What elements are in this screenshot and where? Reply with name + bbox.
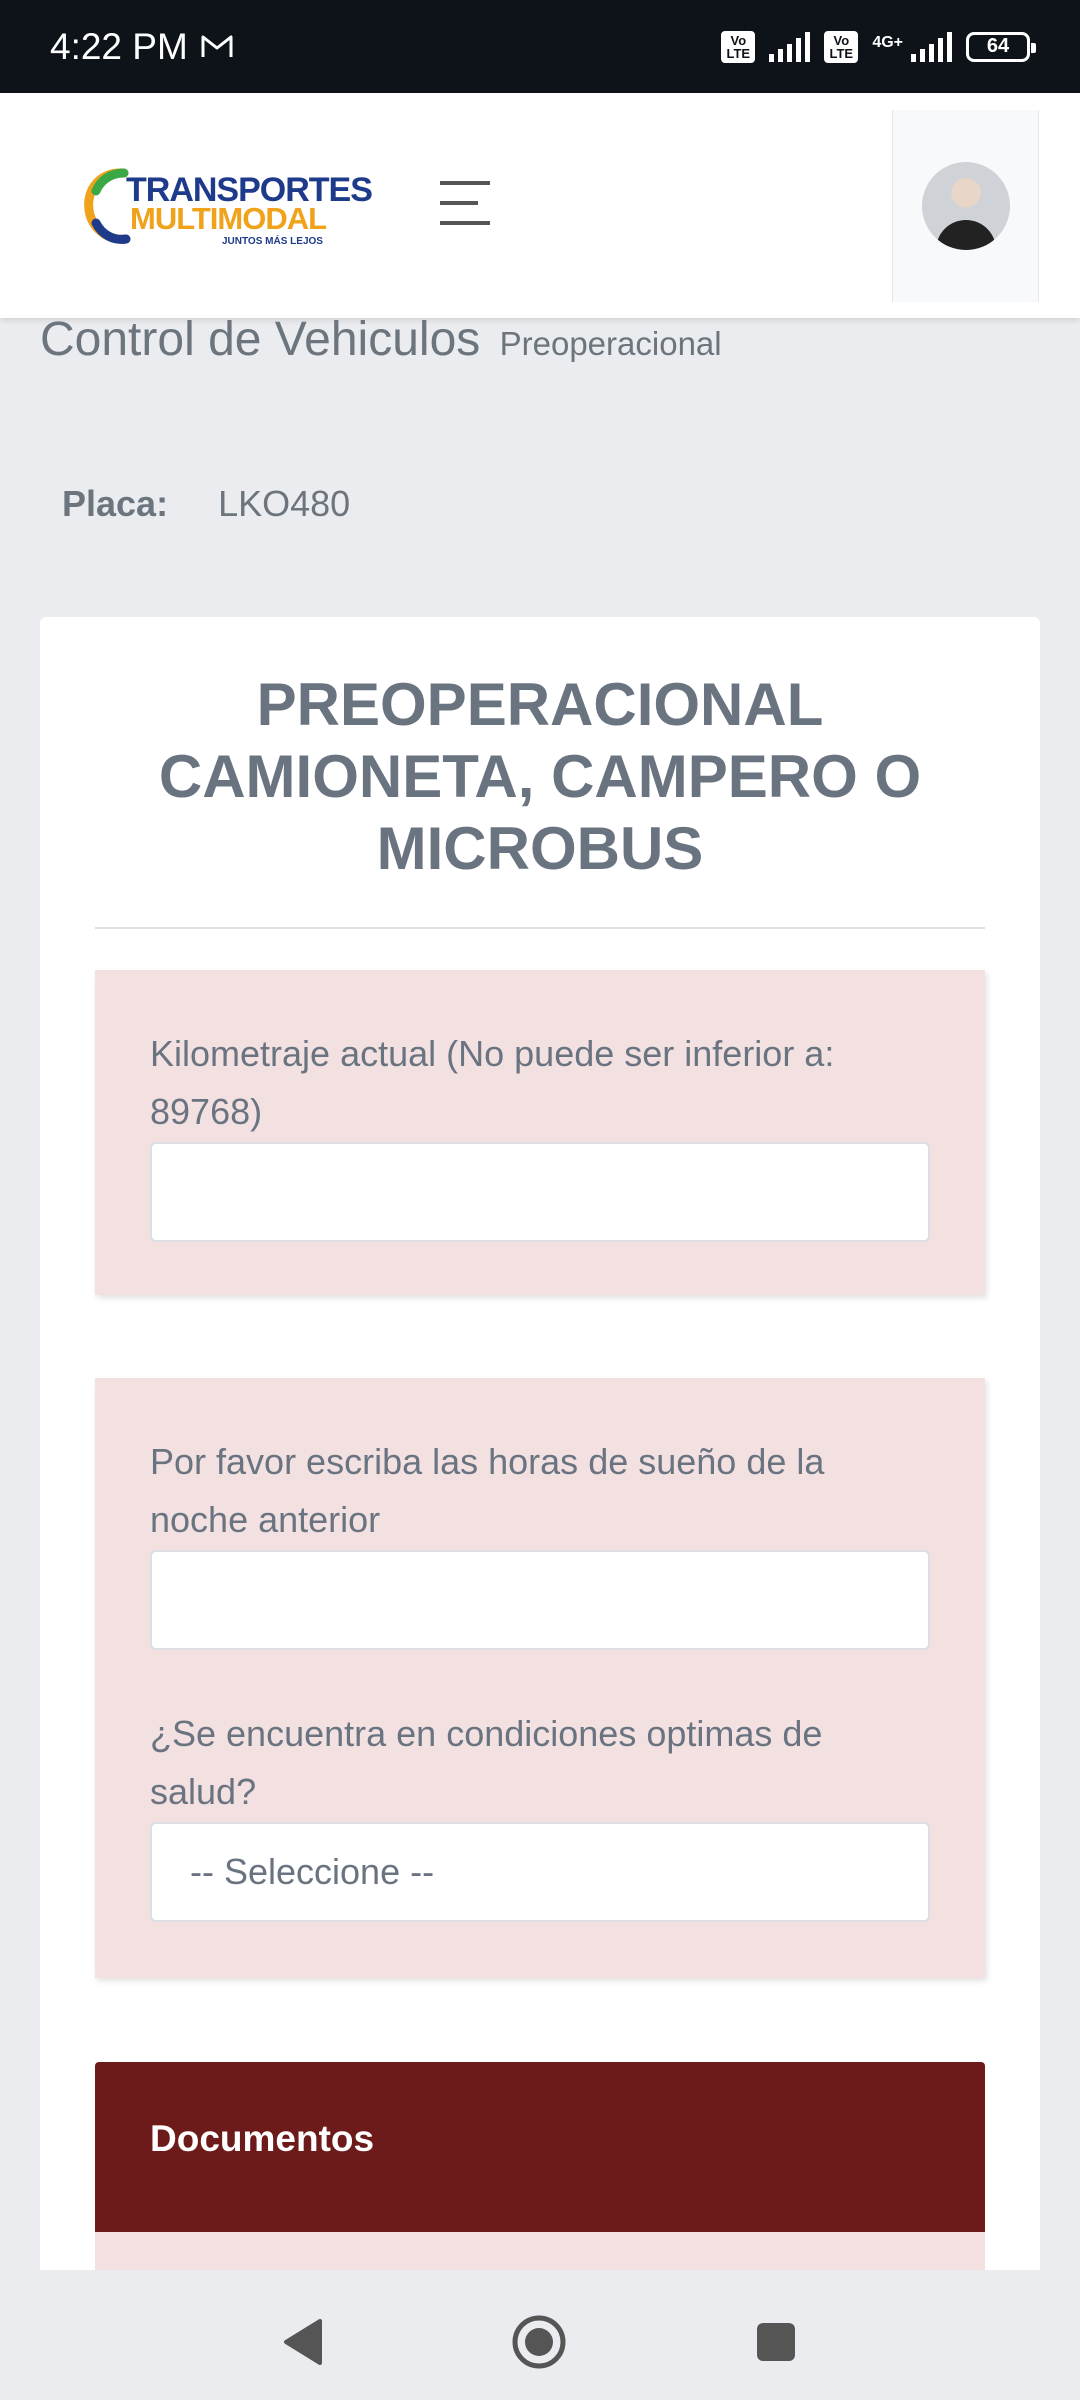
recents-square-icon[interactable]	[746, 2312, 806, 2372]
placa-row	[62, 483, 350, 525]
horas-sueno-input[interactable]	[150, 1550, 930, 1650]
page-title	[40, 312, 722, 367]
user-menu[interactable]	[892, 110, 1039, 302]
form-title-line3: MICROBUS	[376, 815, 704, 882]
salud-select[interactable]	[150, 1822, 930, 1922]
divider	[95, 927, 985, 929]
form-card	[40, 617, 1040, 2277]
salud-label: ¿Se encuentra en condiciones optimas de salud?	[150, 1713, 823, 1812]
network-type: 4G+	[872, 33, 903, 51]
volte-icon: Vo LTE	[721, 31, 755, 63]
page-subtitle: Preoperacional	[499, 325, 722, 362]
documentos-header[interactable]	[95, 2062, 985, 2232]
hamburger-menu-icon[interactable]	[440, 178, 496, 228]
signal-icon	[769, 32, 810, 62]
form-title-line2: CAMIONETA, CAMPERO O	[158, 743, 922, 810]
documentos-title: Documentos	[150, 2118, 375, 2159]
system-nav-bar	[0, 2270, 1080, 2400]
battery-level: 64	[986, 35, 1010, 57]
placa-value: LKO480	[218, 483, 351, 524]
form-title-line1: PREOPERACIONAL	[256, 671, 824, 738]
logo-tagline: JUNTOS MÁS LEJOS	[222, 236, 323, 247]
placa-label: Placa:	[62, 483, 169, 524]
gmail-icon	[200, 26, 234, 68]
status-bar	[0, 0, 1080, 93]
form-title	[40, 669, 1040, 885]
logo-line1: TRANSPORTES	[126, 171, 372, 209]
signal-icon-2	[911, 32, 952, 62]
volte-icon-2: Vo LTE	[824, 31, 858, 63]
battery-icon	[966, 32, 1030, 62]
company-logo[interactable]	[80, 163, 372, 253]
salud-select-value: -- Seleccione --	[190, 1851, 435, 1892]
salud-panel	[95, 1378, 985, 1978]
kilometraje-panel	[95, 970, 985, 1295]
kilometraje-input[interactable]	[150, 1142, 930, 1242]
page-title-text: Control de Vehiculos	[40, 313, 481, 366]
avatar[interactable]	[922, 162, 1010, 250]
back-triangle-icon[interactable]	[272, 2312, 332, 2372]
app-header	[0, 93, 1080, 318]
horas-sueno-label: Por favor escriba las horas de sueño de la noche anterior	[150, 1441, 825, 1540]
logo-line2: MULTIMODAL	[130, 201, 327, 236]
kilometraje-label: Kilometraje actual (No puede ser inferior a: 89768)	[150, 1033, 835, 1132]
status-time: 4:22 PM	[50, 25, 188, 67]
home-circle-icon[interactable]	[509, 2312, 569, 2372]
